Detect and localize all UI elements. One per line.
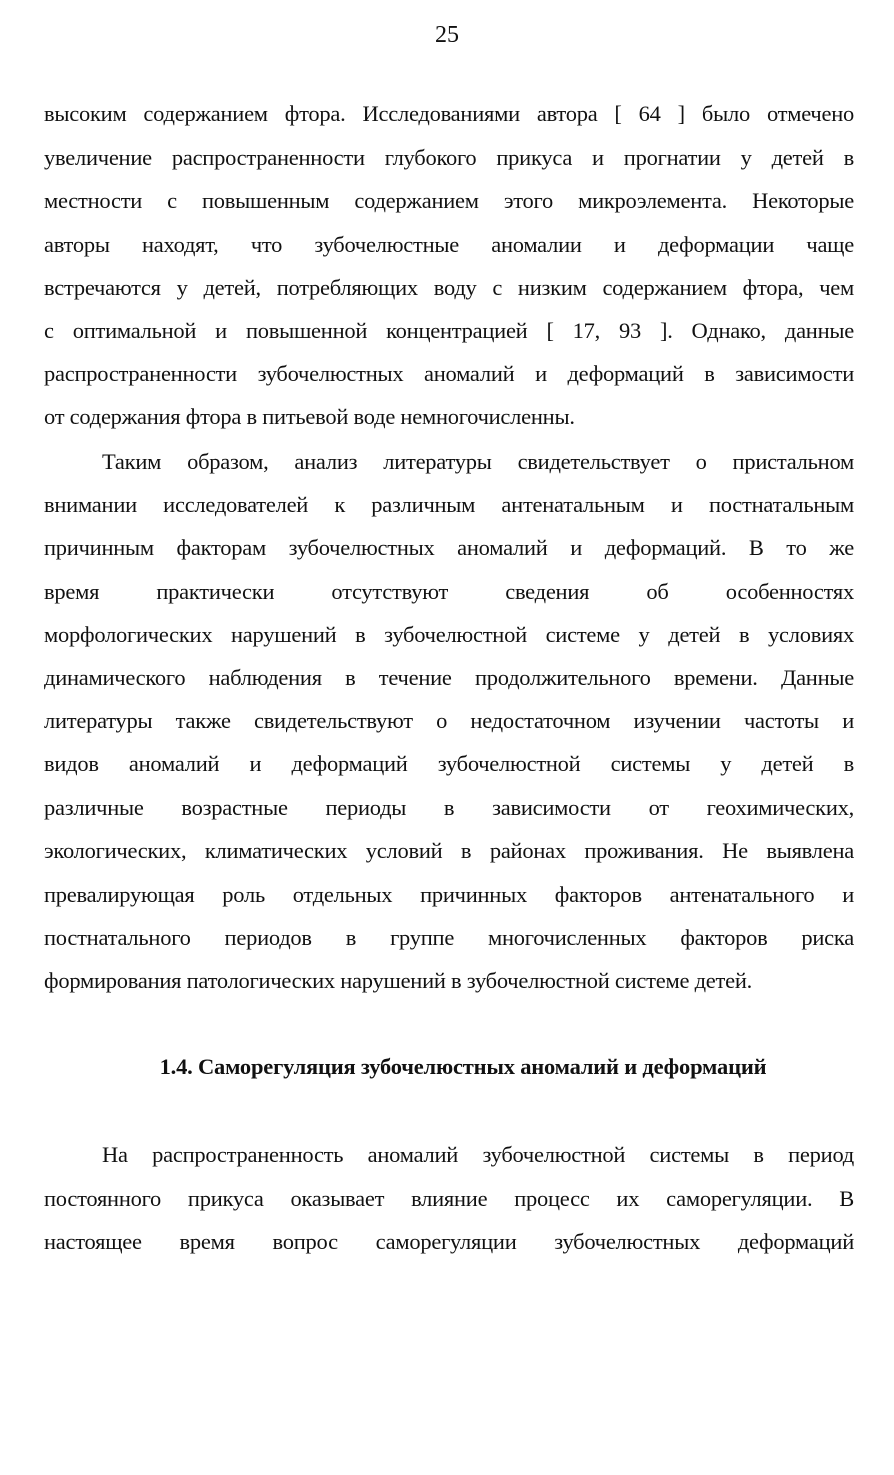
text-line: увеличение распространенности глубокого прикуса и прогнатии у детей в [44, 145, 854, 170]
text-line: динамического наблюдения в течение продолжительного времени. Данные [44, 665, 854, 690]
text-line: распространенности зубочелюстных аномалий и деформаций в зависимости [44, 361, 854, 386]
text-line: встречаются у детей, потребляющих воду с низким содержанием фтора, чем [44, 275, 854, 300]
text-line: авторы находят, что зубочелюстные аномалии и деформации чаще [44, 232, 854, 257]
text-line: настоящее время вопрос саморегуляции зубочелюстных деформаций [44, 1229, 854, 1254]
text-line: формирования патологических нарушений в зубочелюстной системе детей. [44, 968, 753, 993]
text-line: видов аномалий и деформаций зубочелюстной системы у детей в [44, 751, 854, 776]
text-line: с оптимальной и повышенной концентрацией [ 17, 93 ]. Однако, данные [44, 318, 854, 343]
text-line: На распространенность аномалий зубочелюстной системы в период [102, 1142, 854, 1167]
text-line: постоянного прикуса оказывает влияние процесс их саморегуляции. В [44, 1186, 854, 1211]
text-line: превалирующая роль отдельных причинных факторов антенатального и [44, 882, 854, 907]
section-heading: 1.4. Саморегуляция зубочелюстных аномалий и деформаций [159, 1054, 767, 1079]
text-line: высоким содержанием фтора. Исследованиями автора [ 64 ] было отмечено [44, 101, 854, 126]
text-line: различные возрастные периоды в зависимости от геохимических, [44, 795, 854, 820]
text-line: постнатального периодов в группе многочисленных факторов риска [44, 925, 854, 950]
text-line: причинным факторам зубочелюстных аномалий и деформаций. В то же [44, 535, 854, 560]
page-number: 25 [435, 22, 459, 48]
text-line: внимании исследователей к различным антенатальным и постнатальным [44, 492, 854, 517]
text-line: от содержания фтора в питьевой воде немногочисленны. [44, 404, 575, 429]
text-line: местности с повышенным содержанием этого микроэлемента. Некоторые [44, 188, 854, 213]
text-line: Таким образом, анализ литературы свидетельствует о пристальном [102, 449, 854, 474]
text-line: литературы также свидетельствуют о недостаточном изучении частоты и [44, 708, 854, 733]
text-line: морфологических нарушений в зубочелюстной системе у детей в условиях [44, 622, 854, 647]
text-line: экологических, климатических условий в районах проживания. Не выявлена [44, 838, 854, 863]
text-line: время практически отсутствуют сведения об особенностях [44, 579, 854, 604]
